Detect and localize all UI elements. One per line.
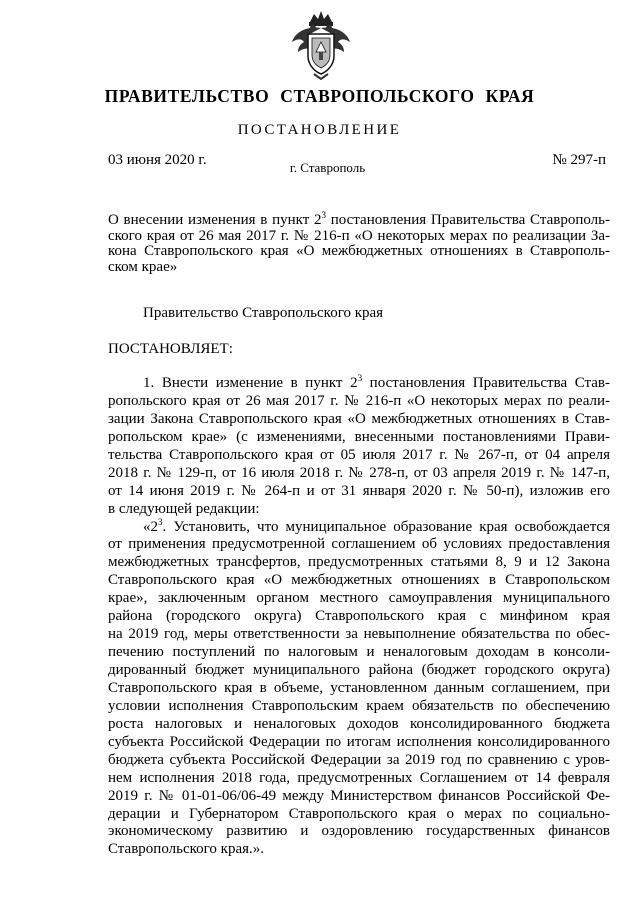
subject-line: кона Ставропольского края «О межбюджетных отношениях в Ставрополь- bbox=[108, 243, 610, 259]
document-type: ПОСТАНОВЛЕНИЕ bbox=[237, 122, 402, 138]
body-line: на 2019 год, меры ответственности за невыполнение обязательства по обес- bbox=[108, 626, 610, 643]
body-line: дерации и Губернатором Ставропольского края о мерах по социально- bbox=[108, 805, 610, 822]
body-line: ропольском крае» (с изменениями, внесенными постановлениями Прави- bbox=[108, 428, 610, 445]
body-line: субъекта Российской Федерации по итогам исполнения консолидированного bbox=[108, 733, 610, 750]
body-line: 2018 г. № 129-п, от 16 июля 2018 г. № 278-п, от 03 апреля 2019 г. № 147-п, bbox=[108, 464, 610, 481]
body-line: 2019 г. № 01-01-06/06-49 между Министерством финансов Российской Фе- bbox=[108, 787, 610, 804]
coat-of-arms-icon bbox=[288, 8, 354, 80]
government-title: ПРАВИТЕЛЬСТВО СТАВРОПОЛЬСКОГО КРАЯ bbox=[104, 86, 535, 106]
preamble: Правительство Ставропольского края bbox=[143, 305, 384, 321]
document-city: г. Ставрополь bbox=[289, 160, 366, 175]
resolves-heading: ПОСТАНОВЛЯЕТ: bbox=[108, 341, 233, 357]
body-line: Ставропольского края в объеме, установленном данным соглашением, при bbox=[108, 679, 610, 696]
body-line: условии исполнения Ставропольским краем обязательств по обеспечению bbox=[108, 697, 610, 714]
body-line: Ставропольского края.». bbox=[108, 841, 264, 858]
subject-line: О внесении изменения в пункт $2^3$ постановления Правительства Ставрополь- bbox=[108, 210, 610, 228]
body-line: в следующей редакции: bbox=[108, 500, 260, 517]
body-line: от применения предусмотренной соглашением об условиях предоставления bbox=[108, 536, 610, 553]
body-line: нем исполнения 2018 года, предусмотренных Соглашением от 14 февраля bbox=[108, 769, 610, 786]
subject-line: ском крае» bbox=[108, 258, 178, 275]
body-line: тельства Ставропольского края от 05 июля 2017 г. № 267-п, от 04 апреля bbox=[108, 446, 610, 463]
body-line: печению поступлений по налоговым и неналоговым доходам в консоли- bbox=[108, 644, 610, 661]
body-line: «$2^3$. Установить, что муниципальное образование края освобождается bbox=[143, 516, 610, 535]
subject-line: ского края от 26 мая 2017 г. № 216-п «О некоторых мерах по реализации За- bbox=[108, 227, 610, 244]
body-line: Ставропольского края «О межбюджетных отношениях в Ставропольском bbox=[108, 572, 610, 589]
document-subject bbox=[108, 210, 610, 275]
document-number: № 297-п bbox=[552, 152, 606, 168]
document-body bbox=[108, 375, 610, 859]
body-line: ропольского края от 26 мая 2017 г. № 216-п «О некоторых мерах по реали- bbox=[108, 392, 610, 409]
body-line: межбюджетных трансфертов, предусмотренных статьями 8, 9 и 12 Закона bbox=[108, 554, 610, 571]
document-date: 03 июня 2020 г. bbox=[108, 152, 207, 168]
body-line: крае», заключенным органом местного самоуправления муниципального bbox=[108, 590, 610, 607]
body-line: роста налоговых и неналоговых доходов консолидированного бюджета bbox=[108, 715, 610, 732]
body-line: экономическому развитию и оздоровлению государственных финансов bbox=[108, 823, 610, 840]
body-line: 1. Внести изменение в пункт $2^3$ постановления Правительства Став- bbox=[143, 373, 611, 391]
body-line: зации Закона Ставропольского края «О межбюджетных отношениях в Став- bbox=[108, 410, 610, 427]
body-line: дированный бюджет муниципального района (бюджет городского округа) bbox=[108, 662, 610, 678]
body-line: от 14 июня 2019 г. № 264-п и от 31 января 2020 г. № 50-п), изложив его bbox=[108, 482, 610, 499]
body-line: бюджета субъекта Российской Федерации за 2019 год по сравнению с уров- bbox=[108, 751, 610, 768]
body-line: района (городского округа) Ставропольского края с минфином края bbox=[108, 608, 610, 625]
